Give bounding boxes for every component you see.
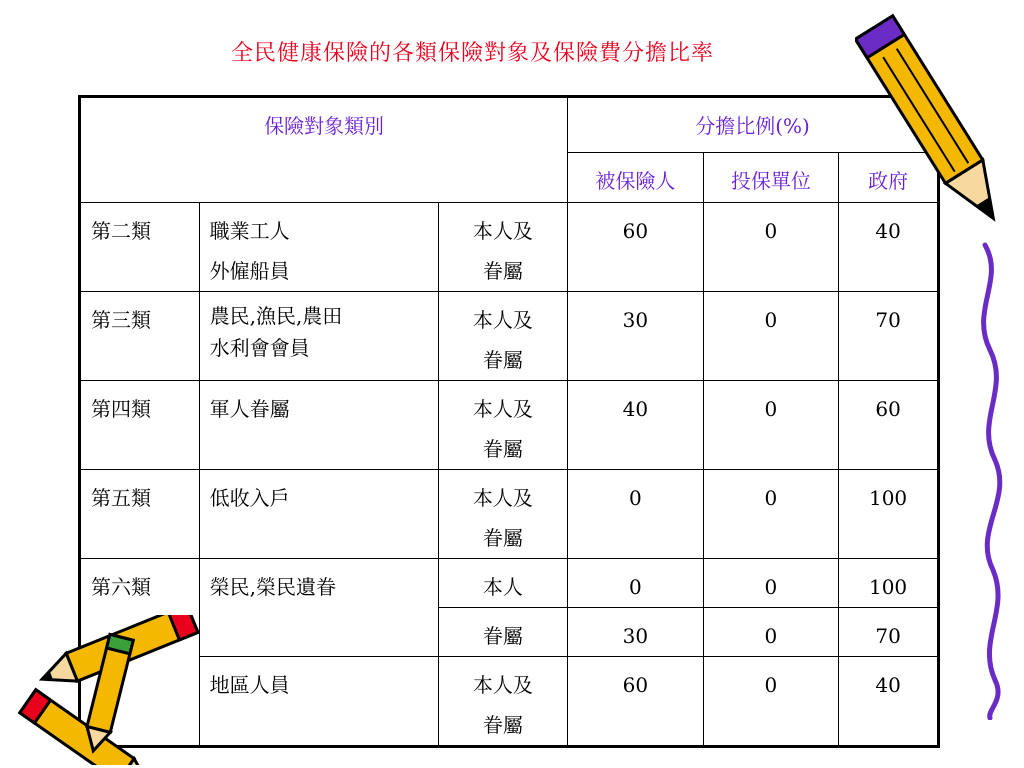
row-employer: 0 xyxy=(703,292,839,381)
row-employer: 0 xyxy=(703,381,839,470)
row-scope xyxy=(438,559,568,608)
row-desc-line: 水利會會員 xyxy=(209,336,310,360)
row-insured: 30 xyxy=(568,608,704,657)
row-scope-line: 本人及 xyxy=(472,308,533,332)
row-desc xyxy=(199,381,438,470)
row-class: 第二類 xyxy=(80,203,200,292)
row-desc-line: 職業工人 xyxy=(209,219,290,243)
row-desc-line: 榮民,榮民遺眷 xyxy=(209,575,336,599)
row-scope xyxy=(438,381,568,470)
row-class: 第三類 xyxy=(80,292,200,381)
row-desc-line: 外僱船員 xyxy=(209,259,290,283)
row-scope-line: 眷屬 xyxy=(482,437,523,461)
table-row xyxy=(80,381,939,470)
row-employer: 0 xyxy=(703,203,839,292)
row-desc-line: 地區人員 xyxy=(209,673,290,697)
row-desc xyxy=(199,470,438,559)
row-desc xyxy=(199,292,438,381)
row-employer: 0 xyxy=(703,608,839,657)
row-scope-line: 本人 xyxy=(482,575,523,599)
row-gov: 70 xyxy=(839,608,939,657)
row-gov: 40 xyxy=(839,203,939,292)
header-employer: 投保單位 xyxy=(703,153,839,203)
pencil-icon xyxy=(75,618,145,758)
table-row xyxy=(80,470,939,559)
table-row xyxy=(80,203,939,292)
row-scope-line: 眷屬 xyxy=(482,713,523,737)
row-desc-line: 農民,漁民,農田 xyxy=(209,304,343,328)
row-gov: 70 xyxy=(839,292,939,381)
row-scope-line: 本人及 xyxy=(472,673,533,697)
row-scope-line: 眷屬 xyxy=(482,624,523,648)
row-scope xyxy=(438,203,568,292)
table-row xyxy=(80,559,939,608)
squiggle-line xyxy=(965,240,1015,720)
row-insured: 40 xyxy=(568,381,704,470)
row-desc-line: 低收入戶 xyxy=(209,486,290,510)
row-scope xyxy=(438,608,568,657)
row-insured: 60 xyxy=(568,657,704,747)
row-scope-line: 本人及 xyxy=(472,486,533,510)
row-scope-line: 眷屬 xyxy=(482,259,523,283)
header-category: 保險對象類別 xyxy=(80,97,568,203)
row-employer: 0 xyxy=(703,559,839,608)
header-insured: 被保險人 xyxy=(568,153,704,203)
row-insured: 0 xyxy=(568,559,704,608)
row-scope-line: 本人及 xyxy=(472,397,533,421)
row-desc xyxy=(199,657,438,747)
row-scope xyxy=(438,470,568,559)
row-gov: 100 xyxy=(839,470,939,559)
row-insured: 60 xyxy=(568,203,704,292)
row-class: 第六類 xyxy=(80,559,200,747)
row-desc-line: 軍人眷屬 xyxy=(209,397,290,421)
header-share: 分擔比例(%) xyxy=(568,97,939,153)
row-scope-line: 眷屬 xyxy=(482,526,523,550)
row-scope xyxy=(438,657,568,747)
row-gov: 40 xyxy=(839,657,939,747)
row-employer: 0 xyxy=(703,657,839,747)
page-title: 全民健康保險的各類保險對象及保險費分擔比率 xyxy=(230,41,714,66)
table-row xyxy=(80,292,939,381)
row-insured: 0 xyxy=(568,470,704,559)
row-insured: 30 xyxy=(568,292,704,381)
row-class: 第五類 xyxy=(80,470,200,559)
row-class: 第四類 xyxy=(80,381,200,470)
row-scope-line: 眷屬 xyxy=(482,348,523,372)
header-row-1 xyxy=(80,97,939,153)
row-gov: 60 xyxy=(839,381,939,470)
row-desc xyxy=(199,559,438,657)
pencil-icon xyxy=(855,0,1015,250)
header-government: 政府 xyxy=(839,153,939,203)
row-employer: 0 xyxy=(703,470,839,559)
row-gov: 100 xyxy=(839,559,939,608)
row-desc xyxy=(199,203,438,292)
row-scope-line: 本人及 xyxy=(472,219,533,243)
row-scope xyxy=(438,292,568,381)
